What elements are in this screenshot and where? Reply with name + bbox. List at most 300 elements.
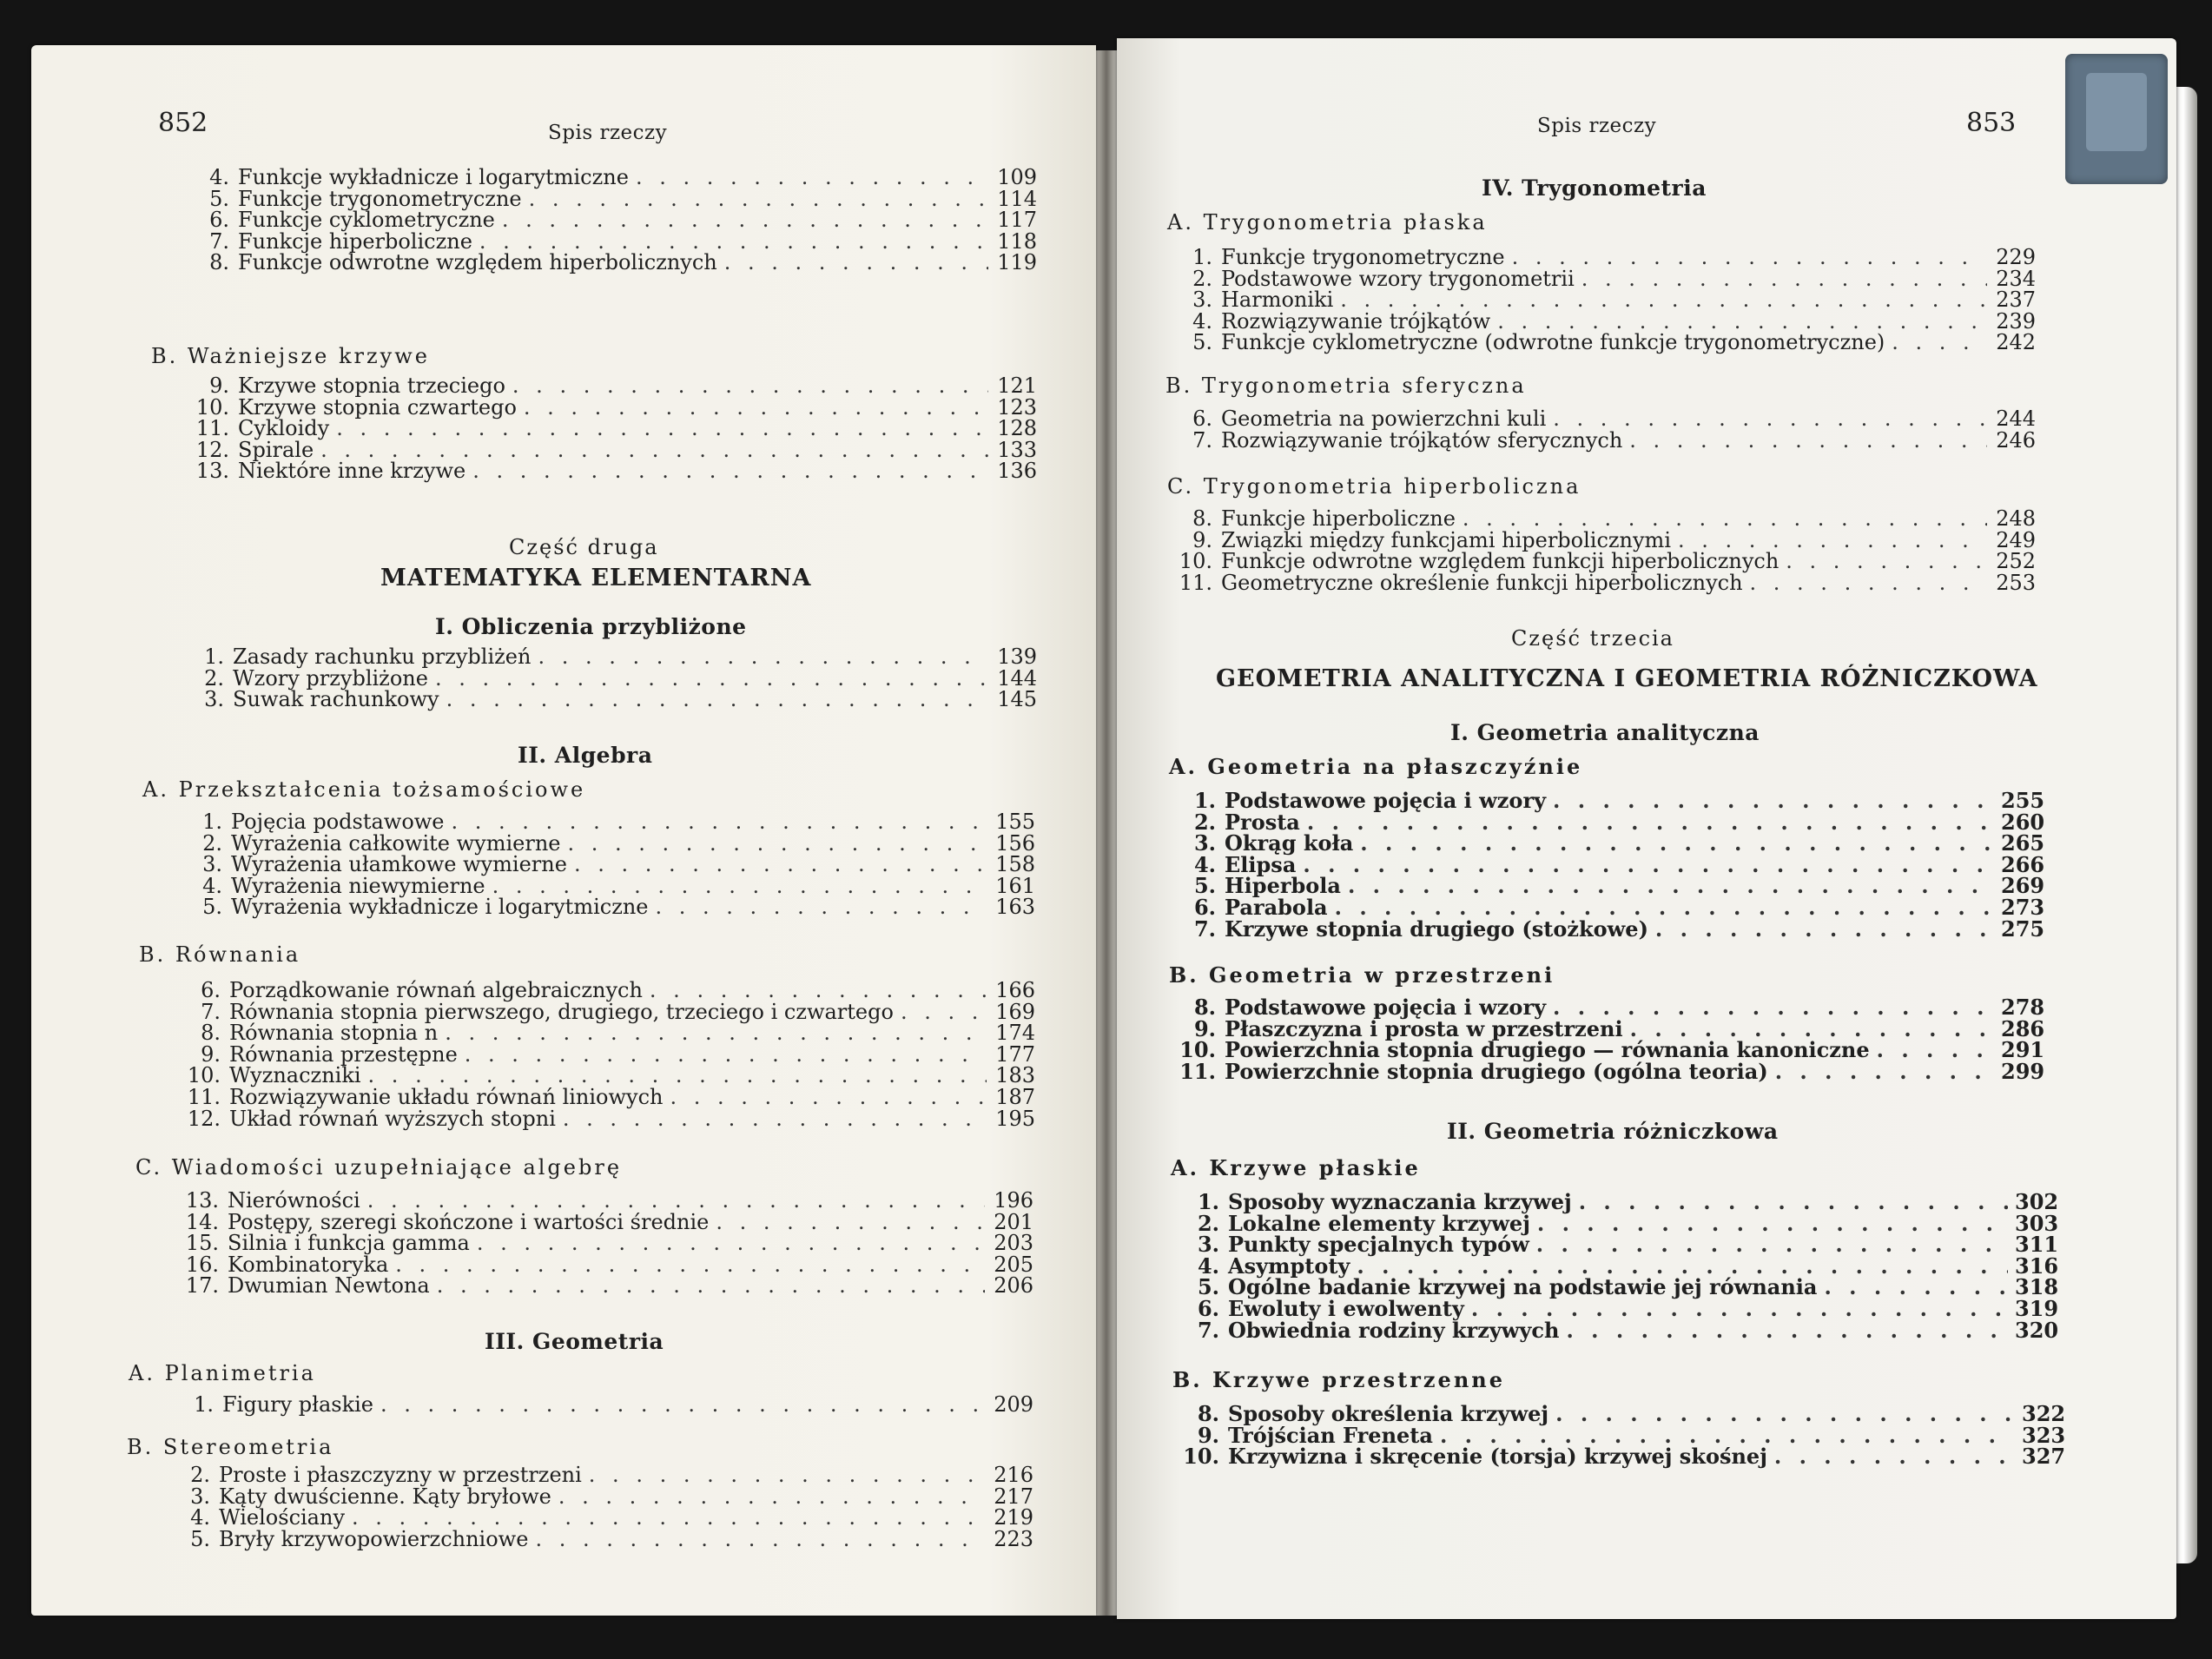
dot-leader [563, 1108, 987, 1130]
dot-leader [529, 188, 988, 210]
toc-entry [1167, 308, 2036, 334]
entry-number: 8. [209, 250, 229, 275]
dot-leader [538, 646, 988, 668]
entry-page: 216 [994, 1463, 1033, 1487]
toc-entry [168, 1022, 1035, 1044]
entry-number: 8. [1192, 506, 1212, 531]
dot-leader [1307, 812, 1994, 834]
entry-title: Rozwiązywanie trójkątów sferycznych [1221, 427, 1623, 453]
entry-page: 237 [1996, 288, 2036, 313]
dot-leader [1303, 855, 1994, 876]
section-heading: A. Geometria na płaszczyźnie [1169, 754, 1583, 779]
entry-number: 3. [202, 852, 222, 877]
entry-title: Wyrażenia wykładnicze i logarytmiczne [231, 895, 649, 920]
toc-entry [168, 980, 1035, 1001]
entry-number: 9. [201, 1041, 221, 1067]
toc-entry [1167, 268, 2036, 290]
entry-page: 195 [995, 1106, 1035, 1131]
entry-title: Funkcje odwrotne względem funkcji hiperbolicznych [1221, 549, 1780, 574]
dot-leader [1360, 833, 1994, 855]
toc-entry [168, 1041, 1035, 1067]
toc-entry [1167, 247, 2036, 268]
entry-page: 318 [2015, 1274, 2059, 1300]
entry-title: Funkcje wykładnicze i logarytmiczne [238, 165, 629, 189]
entry-number: 4. [1197, 1253, 1219, 1279]
dot-leader [1536, 1234, 2008, 1256]
dot-leader [492, 876, 987, 897]
toc-entry [177, 209, 1037, 231]
entry-title: Sposoby określenia krzywej [1228, 1401, 1549, 1426]
toc-entry [1171, 830, 2045, 856]
entry-title: Podstawowe pojęcia i wzory [1225, 788, 1547, 813]
entry-number: 9. [1197, 1422, 1219, 1448]
toc-entry [167, 1275, 1033, 1297]
entry-page: 155 [995, 810, 1035, 834]
entry-page: 265 [2001, 830, 2045, 856]
entry-page: 219 [994, 1505, 1033, 1530]
entry-title: Układ równań wyższych stopni [229, 1106, 556, 1131]
entry-title: Okrąg koła [1225, 830, 1354, 856]
entry-number: 1. [202, 810, 222, 834]
entry-title: Parabola [1225, 894, 1328, 920]
entry-page: 217 [994, 1484, 1033, 1509]
toc-group [172, 646, 1037, 711]
entry-number: 2. [190, 1463, 210, 1487]
toc-entry [167, 1190, 1033, 1212]
toc-entry [168, 1108, 1035, 1130]
toc-entry [1167, 527, 2036, 552]
chapter-heading: III. Geometria [485, 1329, 664, 1354]
entry-number: 6. [1192, 406, 1212, 431]
entry-number: 1. [1193, 788, 1216, 813]
dot-leader [1553, 408, 1987, 430]
entry-page: 234 [1996, 266, 2036, 291]
dot-leader [1512, 247, 1987, 268]
entry-title: Funkcje trygonometryczne [238, 186, 522, 211]
entry-page: 177 [995, 1041, 1035, 1067]
entry-number: 13. [185, 1188, 219, 1213]
section-heading: B. Trygonometria sferyczna [1165, 373, 1527, 398]
toc-entry [1167, 408, 2036, 430]
toc-entry [1167, 289, 2036, 311]
entry-page: 302 [2015, 1189, 2059, 1214]
toc-entry [1171, 915, 2045, 942]
dot-leader [535, 1529, 985, 1550]
entry-page: 144 [997, 665, 1037, 691]
entry-page: 303 [2015, 1210, 2059, 1236]
chapter-heading: II. Algebra [518, 743, 653, 768]
section-heading: B. Geometria w przestrzeni [1169, 962, 1555, 988]
entry-page: 252 [1996, 549, 2036, 574]
dot-leader [1348, 876, 1994, 897]
entry-title: Funkcje cyklometryczne [238, 208, 495, 233]
entry-number: 10. [1179, 549, 1212, 574]
entry-page: 187 [995, 1084, 1035, 1109]
entry-title: Silnia i funkcja gamma [228, 1231, 470, 1256]
entry-number: 10. [1183, 1444, 1219, 1470]
section-heading: B. Ważniejsze krzywe [151, 344, 430, 368]
entry-title: Asymptoty [1228, 1253, 1350, 1279]
toc-entry [1167, 551, 2036, 572]
dot-leader [1581, 268, 1987, 290]
entry-page: 163 [995, 895, 1035, 920]
dot-leader [1892, 332, 1987, 354]
entry-number: 11. [187, 1084, 221, 1109]
toc-entry [1167, 572, 2036, 594]
entry-page: 269 [2001, 873, 2045, 899]
entry-number: 10. [1179, 1037, 1216, 1063]
dot-leader [1555, 1404, 2015, 1425]
dot-leader [1786, 551, 1987, 572]
toc-entry [177, 252, 1037, 274]
toc-entry [177, 167, 1037, 188]
toc-entry [168, 1084, 1035, 1109]
entry-number: 8. [1197, 1401, 1219, 1426]
part-label: Część trzecia [1511, 626, 1674, 651]
entry-title: Elipsa [1225, 851, 1297, 877]
entry-number: 11. [195, 416, 229, 441]
toc-entry [170, 811, 1035, 833]
toc-group [1174, 1189, 2059, 1343]
binder-clip [2065, 54, 2168, 184]
entry-number: 3. [1193, 830, 1216, 856]
entry-title: Porządkowanie równań algebraicznych [229, 978, 643, 1002]
entry-number: 6. [209, 208, 229, 233]
entry-page: 260 [2001, 809, 2045, 835]
entry-number: 10. [187, 1063, 221, 1088]
entry-title: Zasady rachunku przybliżeń [233, 644, 532, 669]
entry-number: 2. [1193, 809, 1216, 835]
entry-number: 4. [209, 165, 229, 189]
entry-page: 205 [994, 1252, 1033, 1277]
dot-leader [670, 1087, 987, 1108]
entry-number: 5. [1193, 873, 1216, 899]
entry-title: Rozwiązywanie układu równań liniowych [229, 1084, 664, 1109]
entry-title: Wyznaczniki [229, 1063, 361, 1088]
entry-number: 2. [202, 830, 222, 856]
toc-group [170, 811, 1035, 918]
toc-group [167, 1190, 1033, 1297]
entry-title: Funkcje hiperboliczne [238, 228, 472, 254]
entry-title: Harmoniki [1221, 288, 1334, 313]
toc-entry [168, 1001, 1035, 1023]
dot-leader [1497, 311, 1987, 333]
entry-page: 223 [994, 1526, 1033, 1551]
entry-number: 7. [1192, 427, 1212, 453]
toc-entry [158, 1486, 1033, 1508]
entry-title: Podstawowe wzory trygonometrii [1221, 266, 1575, 291]
dot-leader [352, 1507, 985, 1529]
entry-title: Postępy, szeregi skończone i wartości średnie [228, 1209, 710, 1234]
entry-number: 7. [1197, 1317, 1219, 1343]
toc-entry [172, 689, 1037, 711]
entry-page: 121 [997, 373, 1037, 398]
dot-leader [395, 1254, 985, 1276]
dot-leader [512, 375, 988, 397]
entry-page: 119 [997, 250, 1037, 275]
entry-title: Proste i płaszczyzny w przestrzeni [219, 1463, 582, 1487]
entry-page: 255 [2001, 788, 2045, 813]
dot-leader [1678, 530, 1987, 552]
entry-number: 6. [1193, 894, 1216, 920]
toc-entry [167, 1233, 1033, 1254]
dot-leader [1471, 1299, 2008, 1320]
entry-page: 136 [997, 459, 1037, 484]
section-heading: B. Stereometria [127, 1435, 334, 1459]
dot-leader [502, 209, 988, 231]
dot-leader [472, 460, 988, 482]
entry-number: 3. [190, 1484, 210, 1509]
toc-entry [177, 437, 1037, 462]
entry-page: 249 [1996, 527, 2036, 552]
dot-leader [1566, 1320, 2008, 1342]
entry-page: 266 [2001, 851, 2045, 877]
dot-leader [380, 1394, 985, 1416]
entry-title: Niektóre inne krzywe [238, 459, 466, 484]
dot-leader [1877, 1040, 1994, 1061]
toc-entry [158, 1464, 1033, 1486]
entry-number: 9. [209, 373, 229, 398]
entry-title: Geometria na powierzchni kuli [1221, 406, 1547, 431]
toc-group [1171, 997, 2043, 1082]
toc-entry [1167, 332, 2036, 354]
entry-title: Równania przestępne [229, 1041, 458, 1067]
toc-entry [158, 1526, 1033, 1551]
dot-leader [435, 668, 988, 690]
dot-leader [1579, 1192, 2008, 1213]
dot-leader [650, 980, 987, 1001]
entry-page: 229 [1996, 245, 2036, 269]
toc-group [1174, 1401, 2066, 1470]
dot-leader [1537, 1213, 2008, 1235]
dot-leader [724, 252, 988, 274]
entry-number: 9. [1193, 1015, 1216, 1041]
entry-title: Funkcje odwrotne względem hiperbolicznych [238, 250, 717, 275]
toc-entry [1174, 1444, 2066, 1470]
right-page [1117, 38, 2176, 1619]
entry-page: 291 [2001, 1037, 2045, 1063]
dot-leader [479, 231, 988, 253]
part-title: GEOMETRIA ANALITYCZNA I GEOMETRIA RÓŻNICZKOWA [1216, 665, 2038, 692]
toc-entry [1167, 508, 2036, 530]
entry-title: Wyrażenia niewymierne [231, 873, 485, 898]
toc-entry [168, 1065, 1035, 1087]
toc-entry [177, 418, 1037, 440]
dot-leader [1463, 508, 1987, 530]
entry-number: 3. [1192, 288, 1212, 313]
entry-number: 8. [201, 1021, 221, 1046]
entry-number: 17. [185, 1273, 219, 1299]
section-heading: C. Wiadomości uzupełniające algebrę [135, 1155, 623, 1180]
dot-leader [1655, 919, 1994, 941]
toc-entry [172, 646, 1037, 668]
toc-entry [177, 228, 1037, 254]
dot-leader [656, 896, 987, 918]
dot-leader [1774, 1446, 2015, 1468]
toc-entry [1171, 1058, 2045, 1084]
entry-title: Podstawowe pojęcia i wzory [1225, 995, 1547, 1020]
entry-title: Krzywe stopnia trzeciego [238, 373, 505, 398]
entry-page: 158 [995, 852, 1035, 877]
running-head: Spis rzeczy [1537, 115, 1657, 137]
toc-group [162, 1394, 1033, 1416]
chapter-heading: II. Geometria różniczkowa [1447, 1119, 1779, 1144]
entry-number: 3. [204, 687, 224, 712]
entry-page: 183 [995, 1063, 1035, 1088]
entry-number: 11. [1179, 1058, 1216, 1084]
entry-number: 15. [185, 1231, 219, 1256]
entry-number: 6. [201, 978, 221, 1002]
toc-entry [170, 896, 1035, 918]
entry-number: 7. [201, 999, 221, 1024]
section-heading: B. Krzywe przestrzenne [1172, 1367, 1505, 1392]
toc-entry [177, 460, 1037, 482]
section-heading: A. Planimetria [129, 1361, 316, 1385]
entry-number: 1. [194, 1392, 214, 1417]
entry-number: 2. [204, 665, 224, 691]
entry-title: Funkcje hiperboliczne [1221, 506, 1456, 531]
toc-entry [162, 1394, 1033, 1416]
dot-leader [367, 1190, 985, 1212]
entry-page: 139 [997, 644, 1037, 669]
toc-entry [1167, 427, 2036, 453]
entry-number: 2. [1197, 1210, 1219, 1236]
entry-title: Prosta [1225, 809, 1300, 835]
entry-number: 5. [202, 895, 222, 920]
entry-number: 11. [1179, 570, 1212, 595]
dot-leader [1553, 997, 1994, 1019]
entry-title: Krzywizna i skręcenie (torsja) krzywej skośnej [1228, 1444, 1767, 1470]
left-page [31, 45, 1096, 1616]
running-head: Spis rzeczy [548, 122, 668, 144]
page-number: 853 [1966, 108, 2017, 138]
entry-page: 174 [995, 1021, 1035, 1046]
toc-entry [177, 375, 1037, 397]
entry-page: 278 [2001, 995, 2045, 1020]
chapter-heading: IV. Trygonometria [1482, 175, 1707, 201]
entry-page: 319 [2015, 1295, 2059, 1321]
entry-title: Wyrażenia ułamkowe wymierne [231, 852, 567, 877]
entry-page: 316 [2015, 1253, 2059, 1279]
entry-number: 4. [190, 1505, 210, 1530]
entry-page: 323 [2022, 1422, 2066, 1448]
entry-title: Ewoluty i ewolwenty [1228, 1295, 1464, 1321]
toc-entry [1171, 997, 2043, 1019]
entry-number: 2. [1192, 266, 1212, 291]
entry-title: Wyrażenia całkowite wymierne [231, 830, 561, 856]
entry-title: Kąty dwuścienne. Kąty bryłowe [219, 1484, 551, 1509]
dot-leader [1629, 430, 1987, 452]
entry-page: 169 [995, 999, 1035, 1024]
entry-number: 4. [1193, 851, 1216, 877]
toc-group [168, 980, 1035, 1129]
entry-title: Wzory przybliżone [233, 665, 428, 691]
entry-number: 14. [185, 1209, 219, 1234]
entry-number: 1. [1192, 245, 1212, 269]
entry-title: Bryły krzywopowierzchniowe [219, 1526, 529, 1551]
entry-page: 244 [1996, 406, 2036, 431]
entry-page: 286 [2001, 1015, 2045, 1041]
entry-number: 5. [190, 1526, 210, 1551]
entry-title: Dwumian Newtona [228, 1273, 430, 1299]
entry-page: 166 [995, 978, 1035, 1002]
entry-page: 311 [2015, 1232, 2059, 1258]
entry-number: 16. [185, 1252, 219, 1277]
entry-title: Spirale [238, 437, 314, 462]
dot-leader [636, 167, 988, 188]
toc-group [177, 375, 1037, 482]
entry-page: 275 [2001, 915, 2045, 942]
toc-entry [1171, 790, 2043, 812]
dot-leader [568, 833, 987, 855]
entry-title: Punkty specjalnych typów [1228, 1232, 1529, 1258]
dot-leader [477, 1233, 985, 1254]
entry-page: 109 [997, 165, 1037, 189]
dot-leader [716, 1212, 985, 1233]
entry-page: 156 [995, 830, 1035, 856]
entry-page: 128 [997, 416, 1037, 441]
entry-page: 133 [997, 437, 1037, 462]
entry-page: 123 [997, 394, 1037, 420]
section-heading: A. Krzywe płaskie [1171, 1155, 1421, 1180]
entry-page: 242 [1996, 330, 2036, 355]
entry-number: 1. [1197, 1189, 1219, 1214]
toc-entry [177, 188, 1037, 210]
entry-title: Lokalne elementy krzywej [1228, 1210, 1530, 1236]
entry-number: 8. [1193, 995, 1216, 1020]
entry-page: 299 [2001, 1058, 2045, 1084]
entry-title: Krzywe stopnia czwartego [238, 394, 517, 420]
entry-title: Obwiednia rodziny krzywych [1228, 1317, 1560, 1343]
entry-number: 5. [1192, 330, 1212, 355]
toc-group [1167, 247, 2036, 354]
entry-page: 253 [1996, 570, 2036, 595]
entry-title: Geometryczne określenie funkcji hiperbolicznych [1221, 570, 1743, 595]
entry-title: Związki między funkcjami hiperbolicznymi [1221, 527, 1671, 552]
entry-title: Rozwiązywanie trójkątów [1221, 308, 1491, 334]
entry-number: 5. [1197, 1274, 1219, 1300]
entry-title: Wielościany [219, 1505, 346, 1530]
entry-title: Funkcje cyklometryczne (odwrotne funkcje trygonometryczne) [1221, 330, 1885, 355]
entry-number: 6. [1197, 1295, 1219, 1321]
entry-number: 4. [202, 873, 222, 898]
entry-number: 12. [195, 437, 229, 462]
toc-entry [170, 873, 1035, 898]
entry-page: 196 [994, 1188, 1033, 1213]
toc-group [1167, 508, 2036, 593]
dot-leader [437, 1275, 985, 1297]
entry-page: 246 [1996, 427, 2036, 453]
entry-page: 239 [1996, 308, 2036, 334]
entry-page: 273 [2001, 894, 2045, 920]
dot-leader [524, 397, 988, 419]
toc-entry [1174, 1295, 2059, 1321]
entry-page: 248 [1996, 506, 2036, 531]
entry-number: 3. [1197, 1232, 1219, 1258]
entry-page: 206 [994, 1273, 1033, 1299]
dot-leader [336, 418, 988, 440]
toc-entry [158, 1507, 1033, 1529]
dot-leader [901, 1001, 987, 1023]
entry-title: Sposoby wyznaczania krzywej [1228, 1189, 1572, 1214]
entry-page: 117 [997, 208, 1037, 233]
toc-entry [170, 830, 1035, 856]
dot-leader [1824, 1277, 2008, 1299]
entry-number: 9. [1192, 527, 1212, 552]
entry-number: 10. [195, 394, 229, 420]
entry-number: 7. [209, 228, 229, 254]
entry-title: Płaszczyzna i prosta w przestrzeni [1225, 1015, 1623, 1041]
